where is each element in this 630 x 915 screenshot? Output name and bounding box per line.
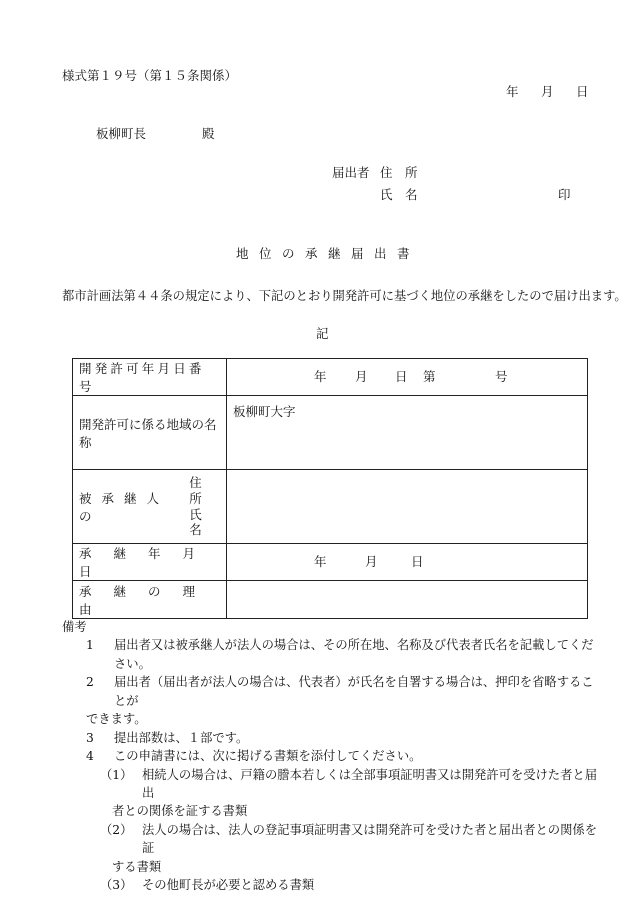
note-1-text: 届出者又は被承継人が法人の場合は、その所在地、名称及び代表者氏名を記載してください。 [114,638,594,671]
note-1 [72,636,602,673]
date-month-label: 月 [541,84,554,99]
sub-note-2 [72,821,602,858]
sub-note-2-text: 法人の場合は、法人の登記事項証明書又は開発許可を受けた者と届出者との関係を証 [142,822,597,856]
form-table [72,358,588,619]
note-2-text: 届出者（届出者が法人の場合は、代表者）が氏名を自署する場合は、押印を省略することが [114,675,594,708]
addressee-honorific: 殿 [202,126,215,141]
intro-text: 都市計画法第４４条の規定により、下記のとおり開発許可に基づく地位の承継をしたので届け出ます。 [62,289,627,303]
predecessor-field[interactable] [227,470,588,544]
sub-note-3 [72,876,602,894]
applicant-address-label: 住 所 [380,165,418,180]
addressee-name: 板柳町長 [96,126,147,141]
permit-go-label: 号 [495,369,508,384]
note-3-number: 3 [86,730,94,745]
note-2-number: 2 [86,675,94,690]
form-number: 様式第１９号（第１５条関係） [62,68,238,83]
succession-reason-label: 承継の理由 [79,583,218,617]
predecessor-label-main: 被承継人の [79,490,170,524]
sub-note-2-number: （2） [100,822,133,837]
permit-date-number-label-text: 開発許可年月日番号 [79,361,205,394]
succession-reason-field[interactable] [227,581,588,619]
date-year-label: 年 [506,84,519,99]
note-4-text: この申請書には、次に掲げる書類を添付してください。 [114,749,422,764]
area-name-value: 板柳町大字 [233,404,296,419]
sub-note-2-text-cont: する書類 [112,859,162,874]
permit-day-label: 日 [395,369,408,384]
succession-year-label: 年 [314,554,327,569]
sub-note-3-number: （3） [100,878,133,893]
notes-section [62,618,602,895]
ki-label: 記 [316,326,329,341]
table-row [73,396,588,470]
succession-date-label: 承継年月日 [79,546,218,579]
note-3-text: 提出部数は、１部です。 [114,730,249,745]
applicant-label: 届出者 [332,165,370,180]
table-row [73,359,588,396]
predecessor-label-cell [73,470,227,544]
table-row [73,581,588,619]
seal-mark: 印 [558,187,571,202]
note-2-text-cont: できます。 [86,712,147,727]
table-row [73,544,588,581]
document-title: 地位の承継届出書 [236,246,421,261]
succession-reason-label-cell [73,581,227,619]
sub-note-1-text: 相続人の場合は、戸籍の謄本若しくは全部事項証明書又は開発許可を受けた者と届出 [142,767,597,800]
permit-dai-label: 第 [423,369,436,384]
succession-date-label-cell [73,544,227,581]
succession-month-label: 月 [365,554,378,569]
permit-date-number-field[interactable] [227,359,588,396]
permit-date-number-label [73,359,226,395]
succession-day-label: 日 [411,554,424,569]
succession-date-field[interactable] [227,544,588,581]
area-name-label-cell [73,396,227,470]
area-name-field[interactable] [227,396,588,470]
sub-note-1-text-cont: 者との関係を証する書類 [112,804,248,819]
permit-month-label: 月 [355,369,368,384]
permit-date-number-label-cell [73,359,227,396]
predecessor-address-label: 住 所 [189,475,215,506]
notes-heading: 備考 [62,620,87,634]
date-day-label: 日 [576,84,589,99]
area-name-label: 開発許可に係る地域の名称 [79,416,217,450]
sub-note-1 [72,766,602,803]
note-4 [72,747,602,765]
note-4-number: 4 [86,749,94,764]
note-3 [72,729,602,747]
sub-note-1-number: （1） [100,767,133,782]
note-1-number: 1 [86,638,94,653]
note-2 [72,673,602,710]
applicant-name-label: 氏 名 [380,187,418,202]
permit-year-label: 年 [314,369,327,384]
predecessor-name-label: 氏 名 [189,506,215,538]
table-row [73,470,588,544]
sub-note-3-text: その他町長が必要と認める書類 [142,878,315,893]
